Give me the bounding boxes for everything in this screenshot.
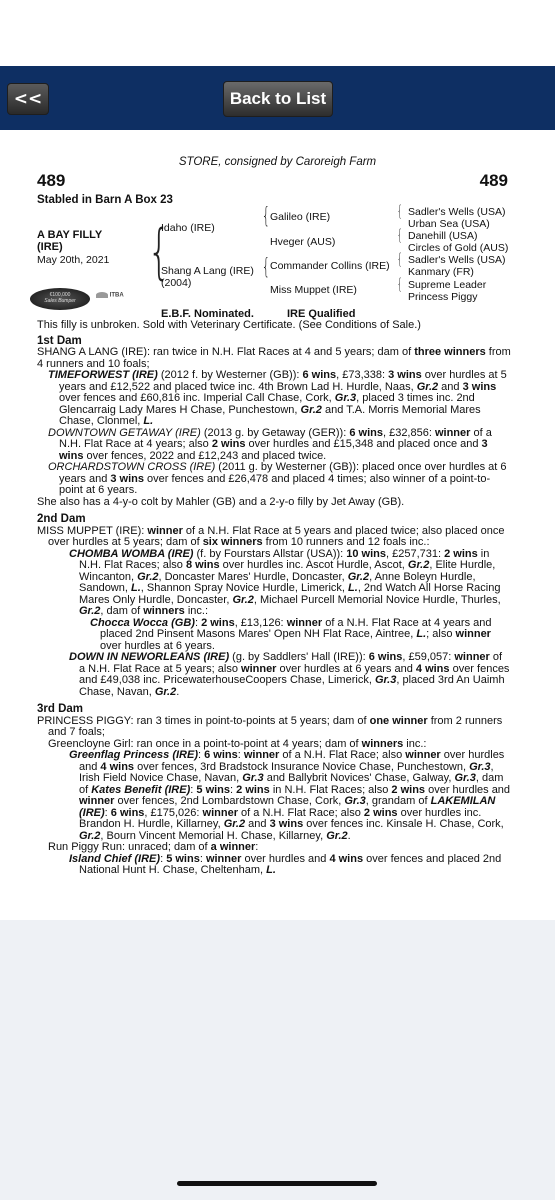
back-to-list-button[interactable]: Back to List [223,81,333,117]
pedigree-bracket: { [396,250,403,268]
progeny-island-chief: Island Chief (IRE): 5 wins: winner over hurdles and 4 wins over fences and placed 2nd National Hunt H. Chase, Cheltenham, L. [69,852,502,876]
ped-dsd: Kanmary (FR) [408,266,474,278]
ire-qualified: IRE Qualified [287,308,356,320]
ped-dds: Supreme Leader [408,279,487,291]
sire: Idaho (IRE) [161,222,215,234]
greencloyne-girl: Greencloyne Girl: ran once in a point-to-point at 4 years; dam of winners inc.: [48,737,427,750]
dam-year: (2004) [161,277,192,289]
progeny-greenflag-princess: Greenflag Princess (IRE): 6 wins: winner of a N.H. Flat Race; also winner over hurdles and 4 wins over fences, 3rd Bradstock Insurance Novice Chase, Punchestown, Gr.3, Irish Field Novice Chase, Navan, Gr.3 and Ballybrit Novices' Chase, Galway, Gr.3, dam of Kates Benefit (IRE): 5 wins: 2 wins in N.H. Flat Races; also 2 wins over hurdles and winner over fences, 2nd Lombardstown Chase, Cork, Gr.3, grandam of LAKEMILAN (IRE): 6 wins, £175,026: winner of a N.H. Flat Race; also 2 wins over hurdles inc. Brandon H. Hurdle, Killarney, Gr.2 and 3 wins over fences inc. Kinsale H. Chase, Cork, Gr.2, Bourn Vincent Memorial H. Chase, Killarney, Gr.2. [69,749,511,842]
ped-sss: Sadler's Wells (USA) [408,206,506,218]
ebf-nominated: E.B.F. Nominated. [161,308,254,320]
previous-button[interactable]: << [7,83,49,115]
progeny-down-in-neworleans: DOWN IN NEWORLEANS (IRE) (g. by Saddlers' Hall (IRE)): 6 wins, £59,057: winner of a N.H. Flat Race at 5 years; also winner over hurdles at 6 years and 4 wins over fences and £49,038 inc. PricewaterhouseCoopers Chase, Limerick, Gr.3, placed 3rd An Uaimh Chase, Navan, Gr.2. [69,651,510,698]
dam-dam: Miss Muppet (IRE) [270,284,357,296]
lot-number-right: 489 [479,171,508,190]
ped-sdd: Circles of Gold (AUS) [408,242,509,254]
horse-country: (IRE) [37,241,63,253]
catalogue-page [0,130,555,920]
sale-note: This filly is unbroken. Sold with Veterinary Certificate. (See Conditions of Sale.) [37,319,421,331]
third-dam-intro: PRINCESS PIGGY: ran 3 times in point-to-points at 5 years; dam of one winner from 2 runners and 7 foals; [37,714,503,738]
second-dam-intro: MISS MUPPET (IRE): winner of a N.H. Flat Race at 5 years and placed twice; also placed once over hurdles at 5 years; dam of six winners from 10 runners and 12 foals inc.: [37,524,505,548]
home-indicator[interactable] [177,1181,377,1186]
pedigree-bracket: { [396,226,403,244]
top-nav-bar [0,66,555,130]
lot-number-left: 489 [37,171,66,190]
first-dam-heading: 1st Dam [37,334,82,347]
pedigree-bracket: { [147,217,171,287]
sire-dam: Hveger (AUS) [270,236,336,248]
pedigree-bracket: { [396,202,403,220]
pedigree-bracket: { [396,275,403,293]
foaling-date: May 20th, 2021 [37,254,110,266]
consignor-line: STORE, consigned by Caroreigh Farm [178,156,377,168]
sire-sire: Galileo (IRE) [270,211,331,223]
pedigree-bracket: { [261,204,271,229]
catalogue-body [0,320,555,877]
ped-dss: Sadler's Wells (USA) [408,254,506,266]
first-dam-also: She also has a 4-y-o colt by Mahler (GB) and a 2-y-o filly by Jet Away (GB). [37,495,405,508]
stabled-location: Stabled in Barn A Box 23 [37,194,173,206]
progeny-chocca-wocca: Chocca Wocca (GB): 2 wins, £13,126: winner of a N.H. Flat Race at 4 years and placed 2nd Pinsent Masons Mares' Open NH Flat Race, Aintree, L.; also winner over hurdles at 6 years. [90,616,492,652]
third-dam-heading: 3rd Dam [37,703,84,715]
run-piggy-run: Run Piggy Run: unraced; dam of a winner: [48,841,259,853]
ped-ssd: Urban Sea (USA) [408,218,490,230]
dam-name: Shang A Lang (IRE) [161,265,254,277]
progeny-orchardstown-cross: ORCHARDSTOWN CROSS (IRE) (2011 g. by Westerner (GB)): placed once over hurdles at 6 years and 3 wins over fences and £26,478 and placed 4 times; also winner of a point-to-point at 6 years. [48,461,507,496]
itba-logo: ITBA [96,292,140,308]
ped-ddd: Princess Piggy [408,291,478,303]
progeny-timeforwest: TIMEFORWEST (IRE) (2012 f. by Westerner (GB)): 6 wins, £73,338: 3 wins over hurdles at 5 years and £12,522 and placed twice inc. 4th Brown Lad H. Hurdle, Naas, Gr.2 and 3 wins over fences and £60,816 inc. Imperial Call Chase, Cork, Gr.3, placed 3 times inc. 2nd Glencarraig Lady Mares H Chase, Punchestown, Gr.2 and T.A. Morris Memorial Mares Chase, Clonmel, L. [48,369,507,427]
horse-name: A BAY FILLY [37,229,103,241]
pedigree-bracket: { [261,255,271,280]
progeny-downtown-getaway: DOWNTOWN GETAWAY (IRE) (2013 g. by Getaway (GER)): 6 wins, £32,856: winner of a N.H. Flat Race at 4 years; also 2 wins over hurdles and £15,348 and placed once and 3 wins over fences, 2022 and £12,243 and placed twice. [48,426,492,462]
dam-sire: Commander Collins (IRE) [270,260,390,272]
progeny-chomba-womba: CHOMBA WOMBA (IRE) (f. by Fourstars Allstar (USA)): 10 wins, £257,731: 2 wins in N.H. Flat Races; also 8 wins over hurdles inc. Ascot Hurdle, Ascot, Gr.2, Elite Hurdle, Wincanton, Gr.2, Doncaster Mares' Hurdle, Doncaster, Gr.2, Anne Boleyn Hurdle, Sandown, L., Shannon Spray Novice Hurdle, Limerick, L., 2nd Watch All Horse Racing Mares Only Hurdle, Doncaster, Gr.2, Michael Purcell Memorial Novice Hurdle, Thurles, Gr.2, dam of winners inc.: [69,547,501,617]
ped-sds: Danehill (USA) [408,230,478,242]
sales-bumper-badge: €100,000 Sales Bumper [30,288,90,310]
second-dam-heading: 2nd Dam [37,513,86,525]
first-dam-intro: SHANG A LANG (IRE): ran twice in N.H. Flat Races at 4 and 5 years; dam of three winners from 4 runners and 10 foals; [37,346,511,370]
page-footer-area [0,920,555,1200]
